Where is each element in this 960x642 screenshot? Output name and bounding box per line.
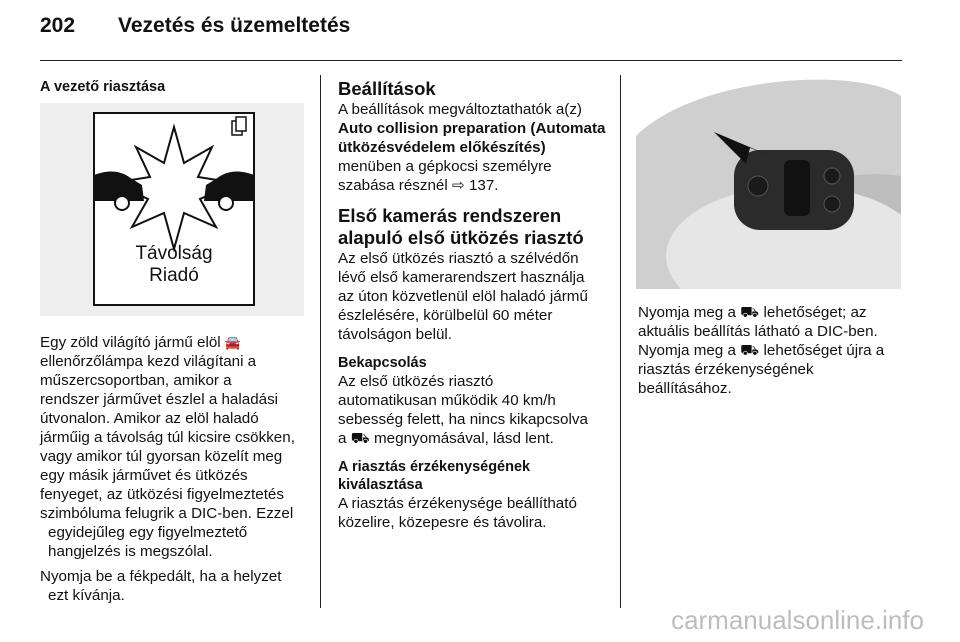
steering-wheel-photo xyxy=(636,76,901,289)
section-heading-driver-alert: A vezető riasztása xyxy=(40,79,166,95)
distance-alert-illustration xyxy=(40,103,304,316)
steering-wheel-graphic xyxy=(636,76,901,289)
paragraph-alert-description: Egy zöld világító jármű elöl 🚘 ellenőrzőlámpa kezd világítani a műszercsoportban, amikor a rendszer járművet észlel a haladási útvonalon. Amikor az elöl haladó járműig a távolság túl kicsire csökken, vagy amikor túl gyorsan közelít meg egy másik járművet és ütközés fenyeget, az ütközési figyelmeztetés szimbóluma felugrik a DIC-ben. Ezzel egyidejűleg egy figyelmeztető hangjelzés is megszólal. Nyomja be a fékpedált, ha a helyzet ezt kívánja. xyxy=(40,334,295,604)
collision-alert-button-icon: ⛟ xyxy=(740,304,760,321)
column-3: Nyomja meg a ⛟ lehetőséget; az aktuális beállítás látható a DIC-ben. Nyomja meg a ⛟ lehetőséget újra a riasztás érzékenységének beállításához. xyxy=(638,304,885,397)
heading-sensitivity: A riasztás érzékenységének xyxy=(338,459,531,475)
watermark: carmanualsonline.info xyxy=(671,605,924,635)
collision-alert-button-icon: ⛟ xyxy=(740,342,760,359)
page-header-title: Vezetés és üzemeltetés xyxy=(118,14,351,37)
column-divider xyxy=(620,75,621,608)
page-ref-arrow-icon: ⇨ xyxy=(451,177,465,194)
column-2: Beállítások A beállítások megváltoztathatók a(z) Auto collision preparation (Automata ütközésvédelem előkészítés) menüben a gépkocsi személyre szabása résznél ⇨ 137. Első kamerás rendszeren alapuló első ütközés riasztó Az első ütközés riasztó a szélvédőn lévő első kamerarendszert használja az úton közvetlenül elöl haladó jármű észlelésére, körülbelül 60 méter távolságon belül. Bekapcsolás Az első ütközés riasztó automatikusan működik 40 km/h sebesség felett, ha nincs kikapcsolva a ⛟ megnyomásával, lásd lent. A riasztás érzékenységének kiválasztása A riasztás érzékenysége beállítható közelire, közepesre és távolira. xyxy=(338,78,613,532)
distance-alert-graphic xyxy=(40,103,304,316)
image-label-alert: Riadó xyxy=(149,265,199,286)
heading-camera-alert-2: alapuló első ütközés riasztó xyxy=(338,227,584,248)
page-number: 202 xyxy=(40,14,76,37)
header-rule xyxy=(40,60,902,61)
car-icon: 🚘 xyxy=(224,335,242,350)
image-label-distance: Távolság xyxy=(135,243,213,264)
heading-camera-alert: Első kamerás rendszeren xyxy=(338,205,562,226)
collision-alert-button-icon: ⛟ xyxy=(350,430,370,447)
heading-settings: Beállítások xyxy=(338,78,436,99)
column-divider xyxy=(320,75,321,608)
heading-activation: Bekapcsolás xyxy=(338,355,427,371)
